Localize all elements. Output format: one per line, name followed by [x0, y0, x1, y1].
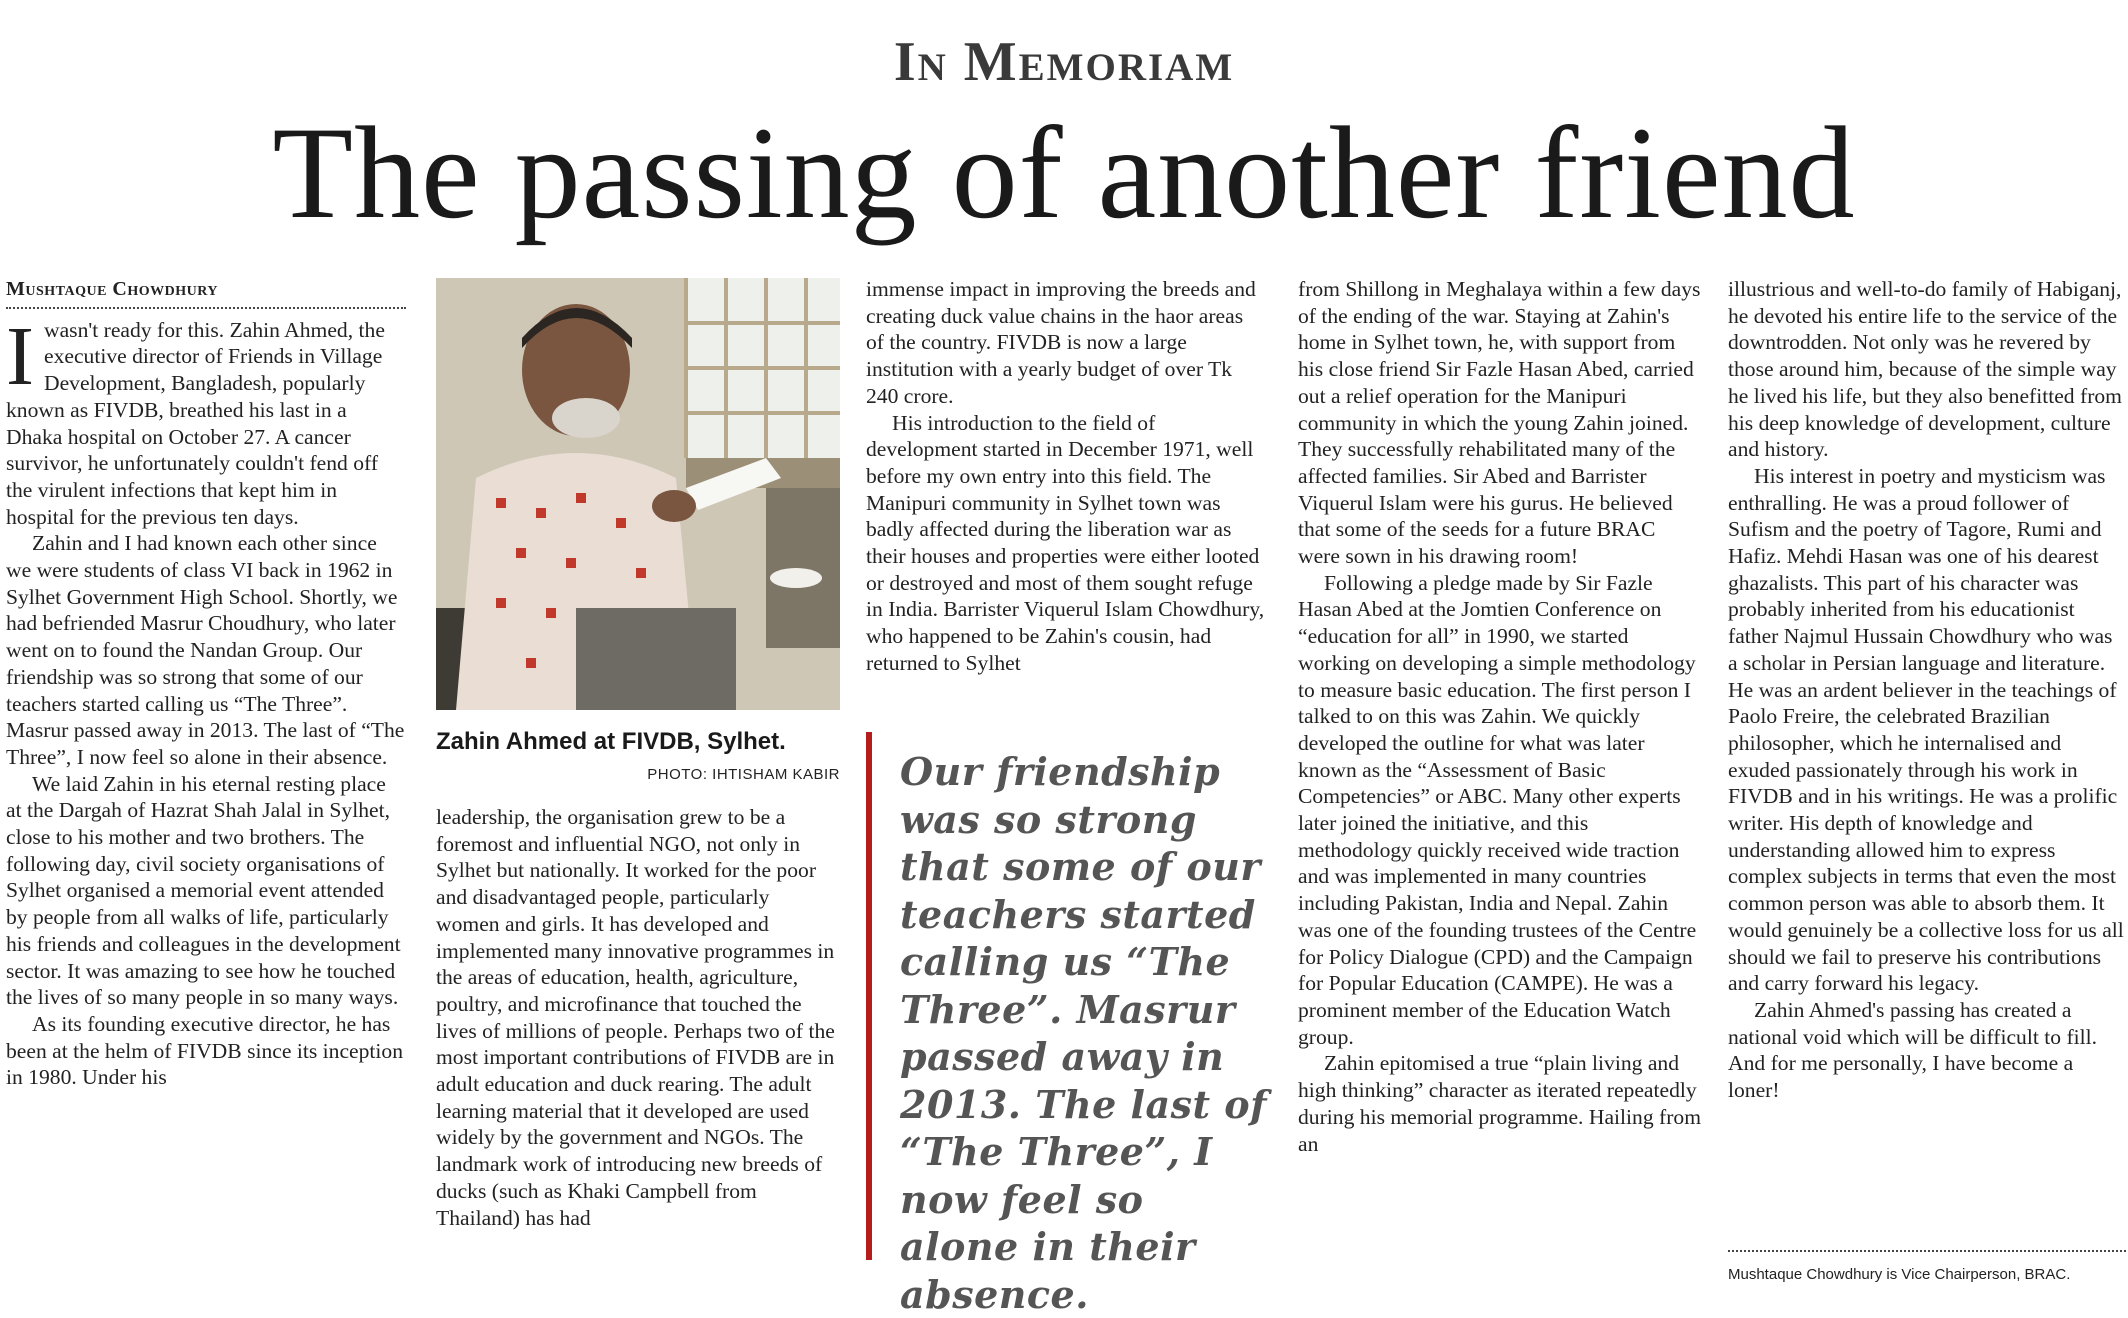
paragraph: Following a pledge made by Sir Fazle Hasan Abed at the Jomtien Conference on “education for all” in 1990, we started working on developing a simple methodology to measure basic education. The first person I talked to on this was Zahin. We quickly developed the outline for what was later known as the “Assessment of Basic Competencies” or ABC. Many other experts later joined the initiative, and this methodology quickly received wide traction and was implemented in many countries including Pakistan, India and Nepal. Zahin was one of the founding trustees of the Centre for Policy Dialogue (CPD) and the Campaign for Popular Education (CAMPE). He was a prominent member of the Education Watch group. [1298, 570, 1697, 1049]
headline: The passing of another friend [272, 99, 1856, 246]
lead-paragraph [6, 309, 406, 531]
paragraph: We laid Zahin in his eternal resting place at the Dargah of Hazrat Shah Jalal in Sylhet, close to his mother and two brothers. The following day, civil society organisations of Sylhet organised a memorial event attended by people from all walks of life, particularly his friends and colleagues in the development sector. It was amazing to see how he touched the lives of so many people in so many ways. [6, 771, 401, 1010]
paragraph: from Shillong in Meghalaya within a few days of the ending of the war. Staying at Zahin's home in Sylhet town, he, with support from his close friend Sir Fazle Hasan Abed, carried out a relief operation for the Manipuri community in which the young Zahin joined. They successfully rehabilitated many of the affected families. Sir Abed and Barrister Viquerul Islam were his gurus. He believed that some of the seeds for a future BRAC were sown in his drawing room! [1298, 277, 1701, 569]
paragraph: As its founding executive director, he has been at the helm of FIVDB since its inception in 1980. Under his [6, 1011, 403, 1090]
author-bio: Mushtaque Chowdhury is Vice Chairperson, BRAC. [1728, 1250, 2126, 1283]
paragraph: immense impact in improving the breeds and creating duck value chains in the haor areas of the country. FIVDB is now a large institution with a yearly budget of over Tk 240 crore. [866, 277, 1256, 408]
photo-credit: PHOTO: IHTISHAM KABIR [647, 766, 840, 783]
drop-cap: I [6, 309, 34, 403]
byline: Mushtaque Chowdhury [6, 276, 406, 309]
paragraph: illustrious and well-to-do family of Habiganj, he devoted his entire life to the service of the downtrodden. Not only was he revered by those around him, because of the simple way he lived his life, but they also benefitted from his deep knowledge of development, culture and history. [1728, 277, 2122, 462]
paragraph: Zahin Ahmed's passing has created a national void which will be difficult to fill. And for me personally, I have become a loner! [1728, 997, 2098, 1103]
section-kicker: In Memoriam [893, 31, 1235, 93]
pull-quote: Our friendship was so strong that some of our teachers started calling us “The Three”. Masrur passed away in 2013. The last of “The Three”, I now feel so alone in their absence. [900, 749, 1267, 1317]
paragraph: Zahin and I had known each other since we were students of class VI back in 1962 in Sylhet Government High School. Shortly, we had befriended Masrur Choudhury, who later went on to found the Nandan Group. Our friendship was so strong that some of our teachers started calling us “The Three”. Masrur passed away in 2013. The last of “The Three”, I now feel so alone in their absence. [6, 531, 405, 769]
paragraph: His interest in poetry and mysticism was enthralling. He was a proud follower of Sufism and the poetry of Tagore, Rumi and Hafiz. Mehdi Hasan was one of his dearest ghazalists. This part of his character was probably inherited from his educationist father Najmul Hussain Chowdhury who was a scholar in Persian language and literature. He was an ardent believer in the teachings of Paolo Freire, the celebrated Brazilian philosopher, which he internalised and exuded passionately through his work in FIVDB and in his writings. He was a prolific writer. His depth of knowledge and understanding allowed him to express complex subjects in terms that even the most common person was able to absorb them. It would genuinely be a collective loss for us all should we fail to preserve his contributions and carry forward his legacy. [1728, 463, 2124, 996]
paragraph: leadership, the organisation grew to be a foremost and influential NGO, not only in Sylhet but nationally. It worked for the poor and disadvantaged people, particularly women and girls. It has developed and implemented many innovative programmes in the areas of education, health, agriculture, poultry, and microfinance that touched the lives of millions of people. Perhaps two of the most important contributions of FIVDB are in adult education and duck rearing. The adult learning material that it developed are used widely by the government and NGOs. The landmark work of introducing new breeds of ducks (such as Khaki Campbell from Thailand) has had [436, 805, 835, 1230]
photo-caption: Zahin Ahmed at FIVDB, Sylhet. [436, 728, 786, 755]
article-column-2 [436, 804, 836, 1286]
photo-illustration [436, 278, 840, 710]
article-column-1 [6, 276, 406, 1286]
photo-zahin-ahmed [436, 278, 840, 710]
pull-quote-rule [866, 732, 872, 1260]
article-column-5 [1728, 276, 2126, 1236]
paragraph-text: wasn't ready for this. Zahin Ahmed, the executive director of Friends in Village Development, Bangladesh, popularly known as FIVDB, breathed his last in a Dhaka hospital on October 27. A cancer survivor, he unfortunately couldn't fend off the virulent infections that kept him in hospital for the previous ten days. [6, 317, 385, 529]
article-column-4 [1298, 276, 1702, 1286]
paragraph: Zahin epitomised a true “plain living and high thinking” character as iterated repeatedly during his memorial programme. Hailing from an [1298, 1051, 1701, 1156]
paragraph: His introduction to the field of development started in December 1971, well before my own entry into this field. The Manipuri community in Sylhet town was badly affected during the liberation war as their houses and properties were either looted or destroyed and most of them sought refuge in India. Barrister Viquerul Islam Chowdhury, who happened to be Zahin's cousin, had returned to Sylhet [866, 410, 1265, 675]
article-column-3 [866, 276, 1266, 708]
